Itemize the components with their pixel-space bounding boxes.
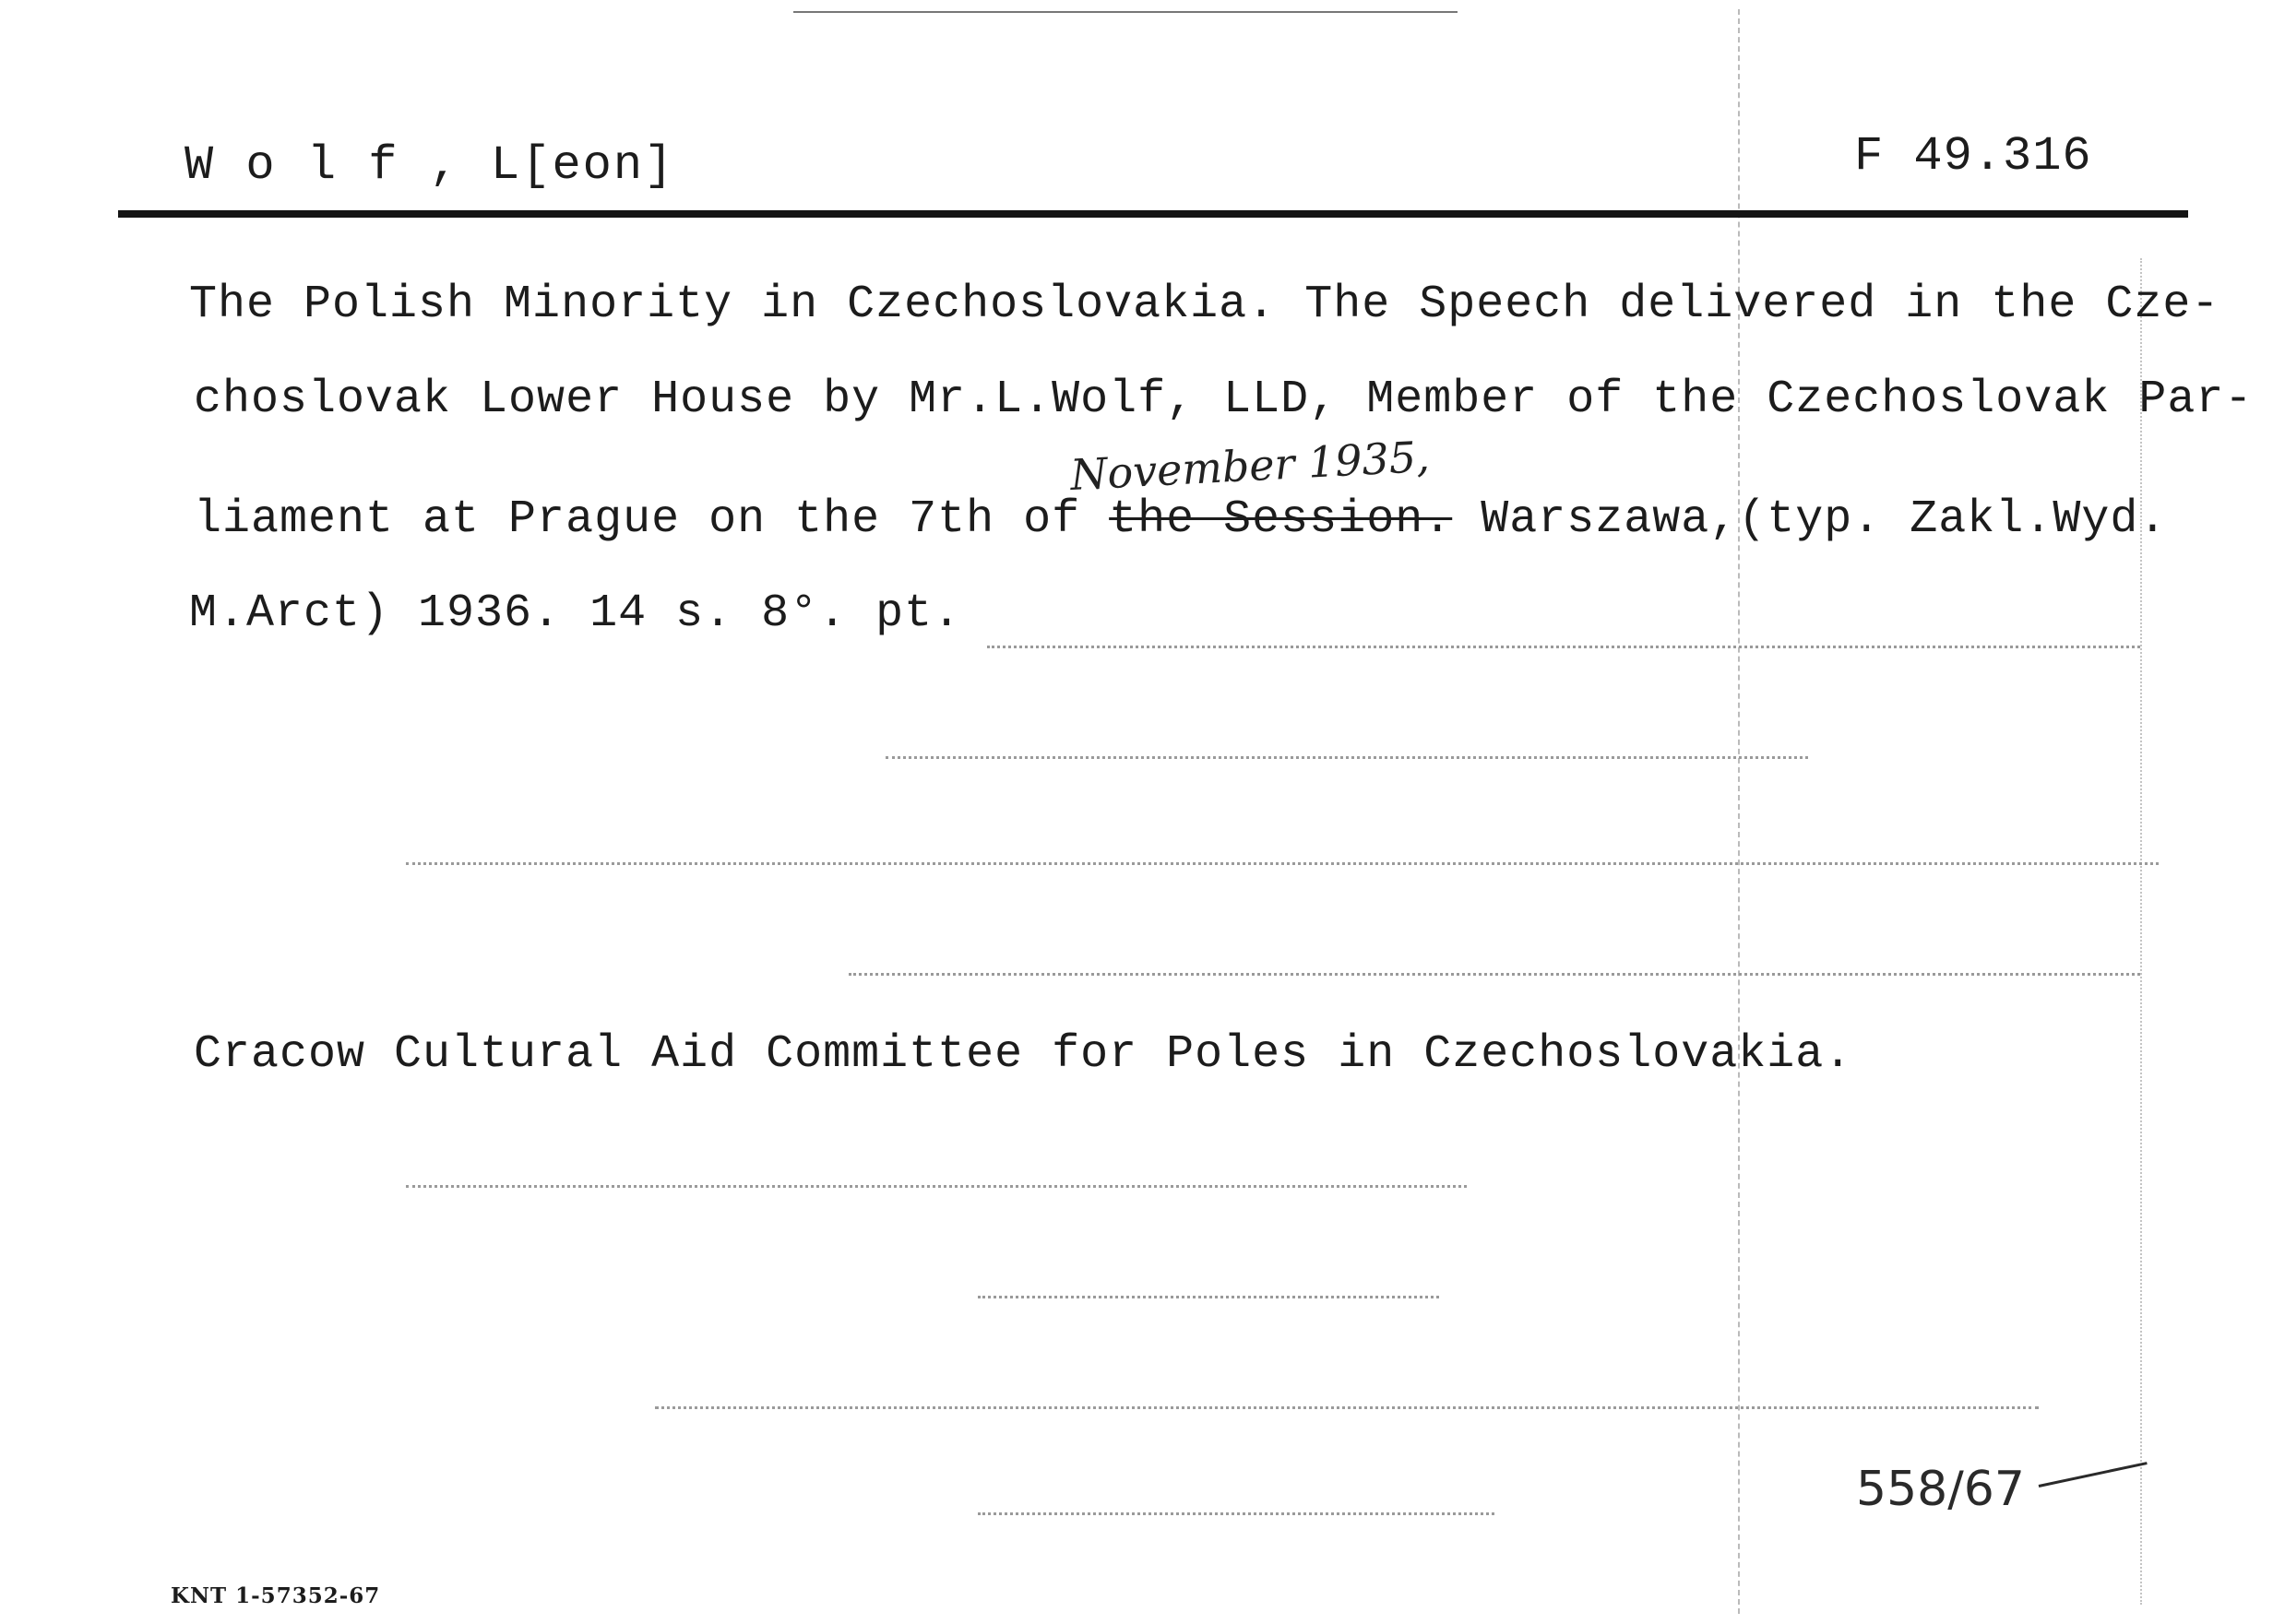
handwritten-insert: November 1935, [1068,431,1431,501]
struck-text: the Session. [1109,493,1453,546]
ruled-dotted-line [886,756,1808,759]
right-guide-line [2140,258,2142,1605]
shelfmark: F 49.316 [1854,129,2092,184]
accession-number: 558/67 [1856,1462,2025,1517]
author-heading: W o l f , L[eon] [184,138,675,193]
ruled-dotted-line [978,1296,1439,1298]
accession-pen-stroke [2039,1462,2148,1488]
ruled-dotted-line [987,646,2140,648]
printer-code: KNT 1-57352-67 [171,1583,381,1608]
description-line-3-start: liament at Prague on the 7th of [194,493,1110,546]
description-line-2: choslovak Lower House by Mr.L.Wolf, LLD, Member of the Czechoslovak Par- [194,373,2254,426]
ruled-dotted-line [849,973,2140,976]
top-edge-line [793,11,1458,13]
description-line-3-end: Warszawa,(typ. Zakl.Wyd. [1452,493,2168,546]
description-line-3 [194,493,2167,546]
description-line-1: The Polish Minority in Czechoslovakia. The Speech delivered in the Cze- [189,279,2220,331]
ruled-dotted-line [978,1512,1494,1515]
vertical-guide-line [1738,9,1740,1614]
ruled-dotted-line [406,1185,1467,1188]
publisher-note: Cracow Cultural Aid Committee for Poles in Czechoslovakia. [194,1028,1853,1081]
heading-rule [118,210,2188,218]
ruled-dotted-line [406,862,2159,865]
ruled-dotted-line [655,1406,2039,1409]
description-line-4: M.Arct) 1936. 14 s. 8°. pt. [189,587,962,640]
